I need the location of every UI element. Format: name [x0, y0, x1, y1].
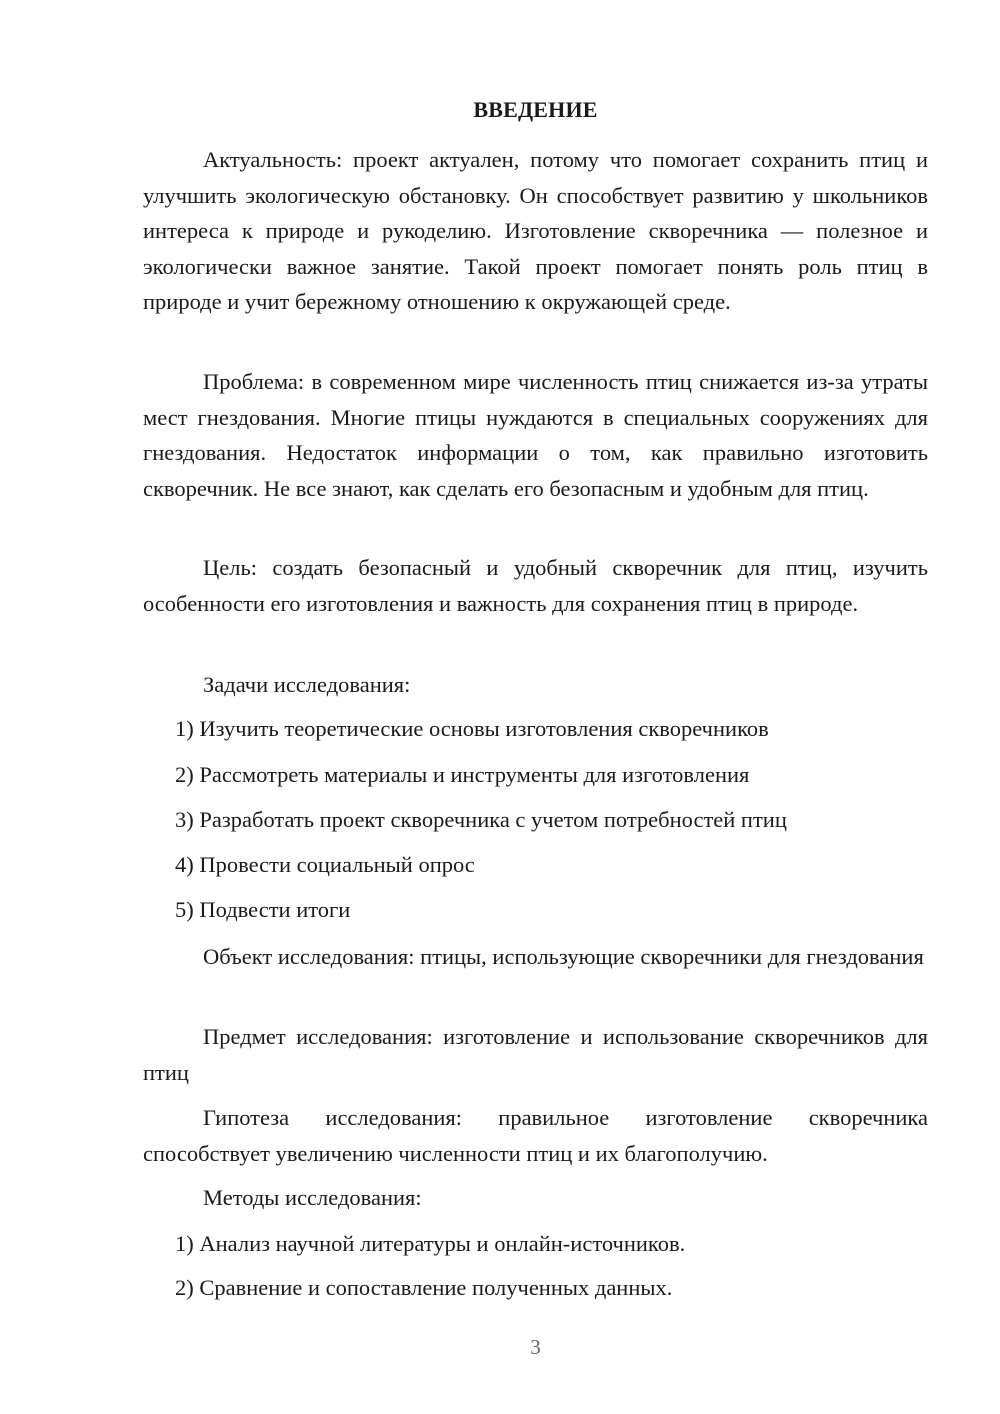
- relevance-paragraph: Актуальность: проект актуален, потому что помогает сохранить птиц и улучшить экологическую обстановку. Он способствует развитию у школьников интереса к природе и рукоделию. Изготовление скворечника — полезное и экологически важное занятие. Такой проект помогает понять роль птиц в природе и учит бережному отношению к окружающей среде.: [143, 147, 928, 315]
- goal-paragraph: Цель: создать безопасный и удобный скворечник для птиц, изучить особенности его изготовления и важность для сохранения птиц в природе.: [143, 555, 928, 616]
- document-page: [143, 0, 928, 1414]
- methods-heading: Методы исследования:: [203, 1185, 422, 1210]
- method-item: 1) Анализ научной литературы и онлайн-источников.: [175, 1231, 686, 1256]
- task-item: 3) Разработать проект скворечника с учетом потребностей птиц: [175, 807, 787, 832]
- problem-paragraph: Проблема: в современном мире численность птиц снижается из-за утраты мест гнездования. Многие птицы нуждаются в специальных сооружениях для гнездования. Недостаток информации о том, как правильно изготовить скворечник. Не все знают, как сделать его безопасным и удобным для птиц.: [143, 369, 928, 501]
- task-item: 2) Рассмотреть материалы и инструменты для изготовления: [175, 762, 750, 787]
- tasks-heading: Задачи исследования:: [203, 672, 411, 697]
- task-item: 4) Провести социальный опрос: [175, 852, 475, 877]
- object-paragraph: Объект исследования: птицы, использующие скворечники для гнездования: [203, 944, 924, 969]
- task-item: 5) Подвести итоги: [175, 897, 351, 922]
- method-item: 2) Сравнение и сопоставление полученных данных.: [175, 1275, 673, 1300]
- page-number: 3: [530, 1335, 541, 1359]
- subject-paragraph: Предмет исследования: изготовление и использование скворечников для птиц: [143, 1024, 928, 1085]
- page-title: ВВЕДЕНИЕ: [473, 97, 598, 122]
- task-item: 1) Изучить теоретические основы изготовления скворечников: [175, 716, 769, 741]
- hypothesis-paragraph: Гипотеза исследования: правильное изготовление скворечника способствует увеличению численности птиц и их благополучию.: [143, 1105, 928, 1166]
